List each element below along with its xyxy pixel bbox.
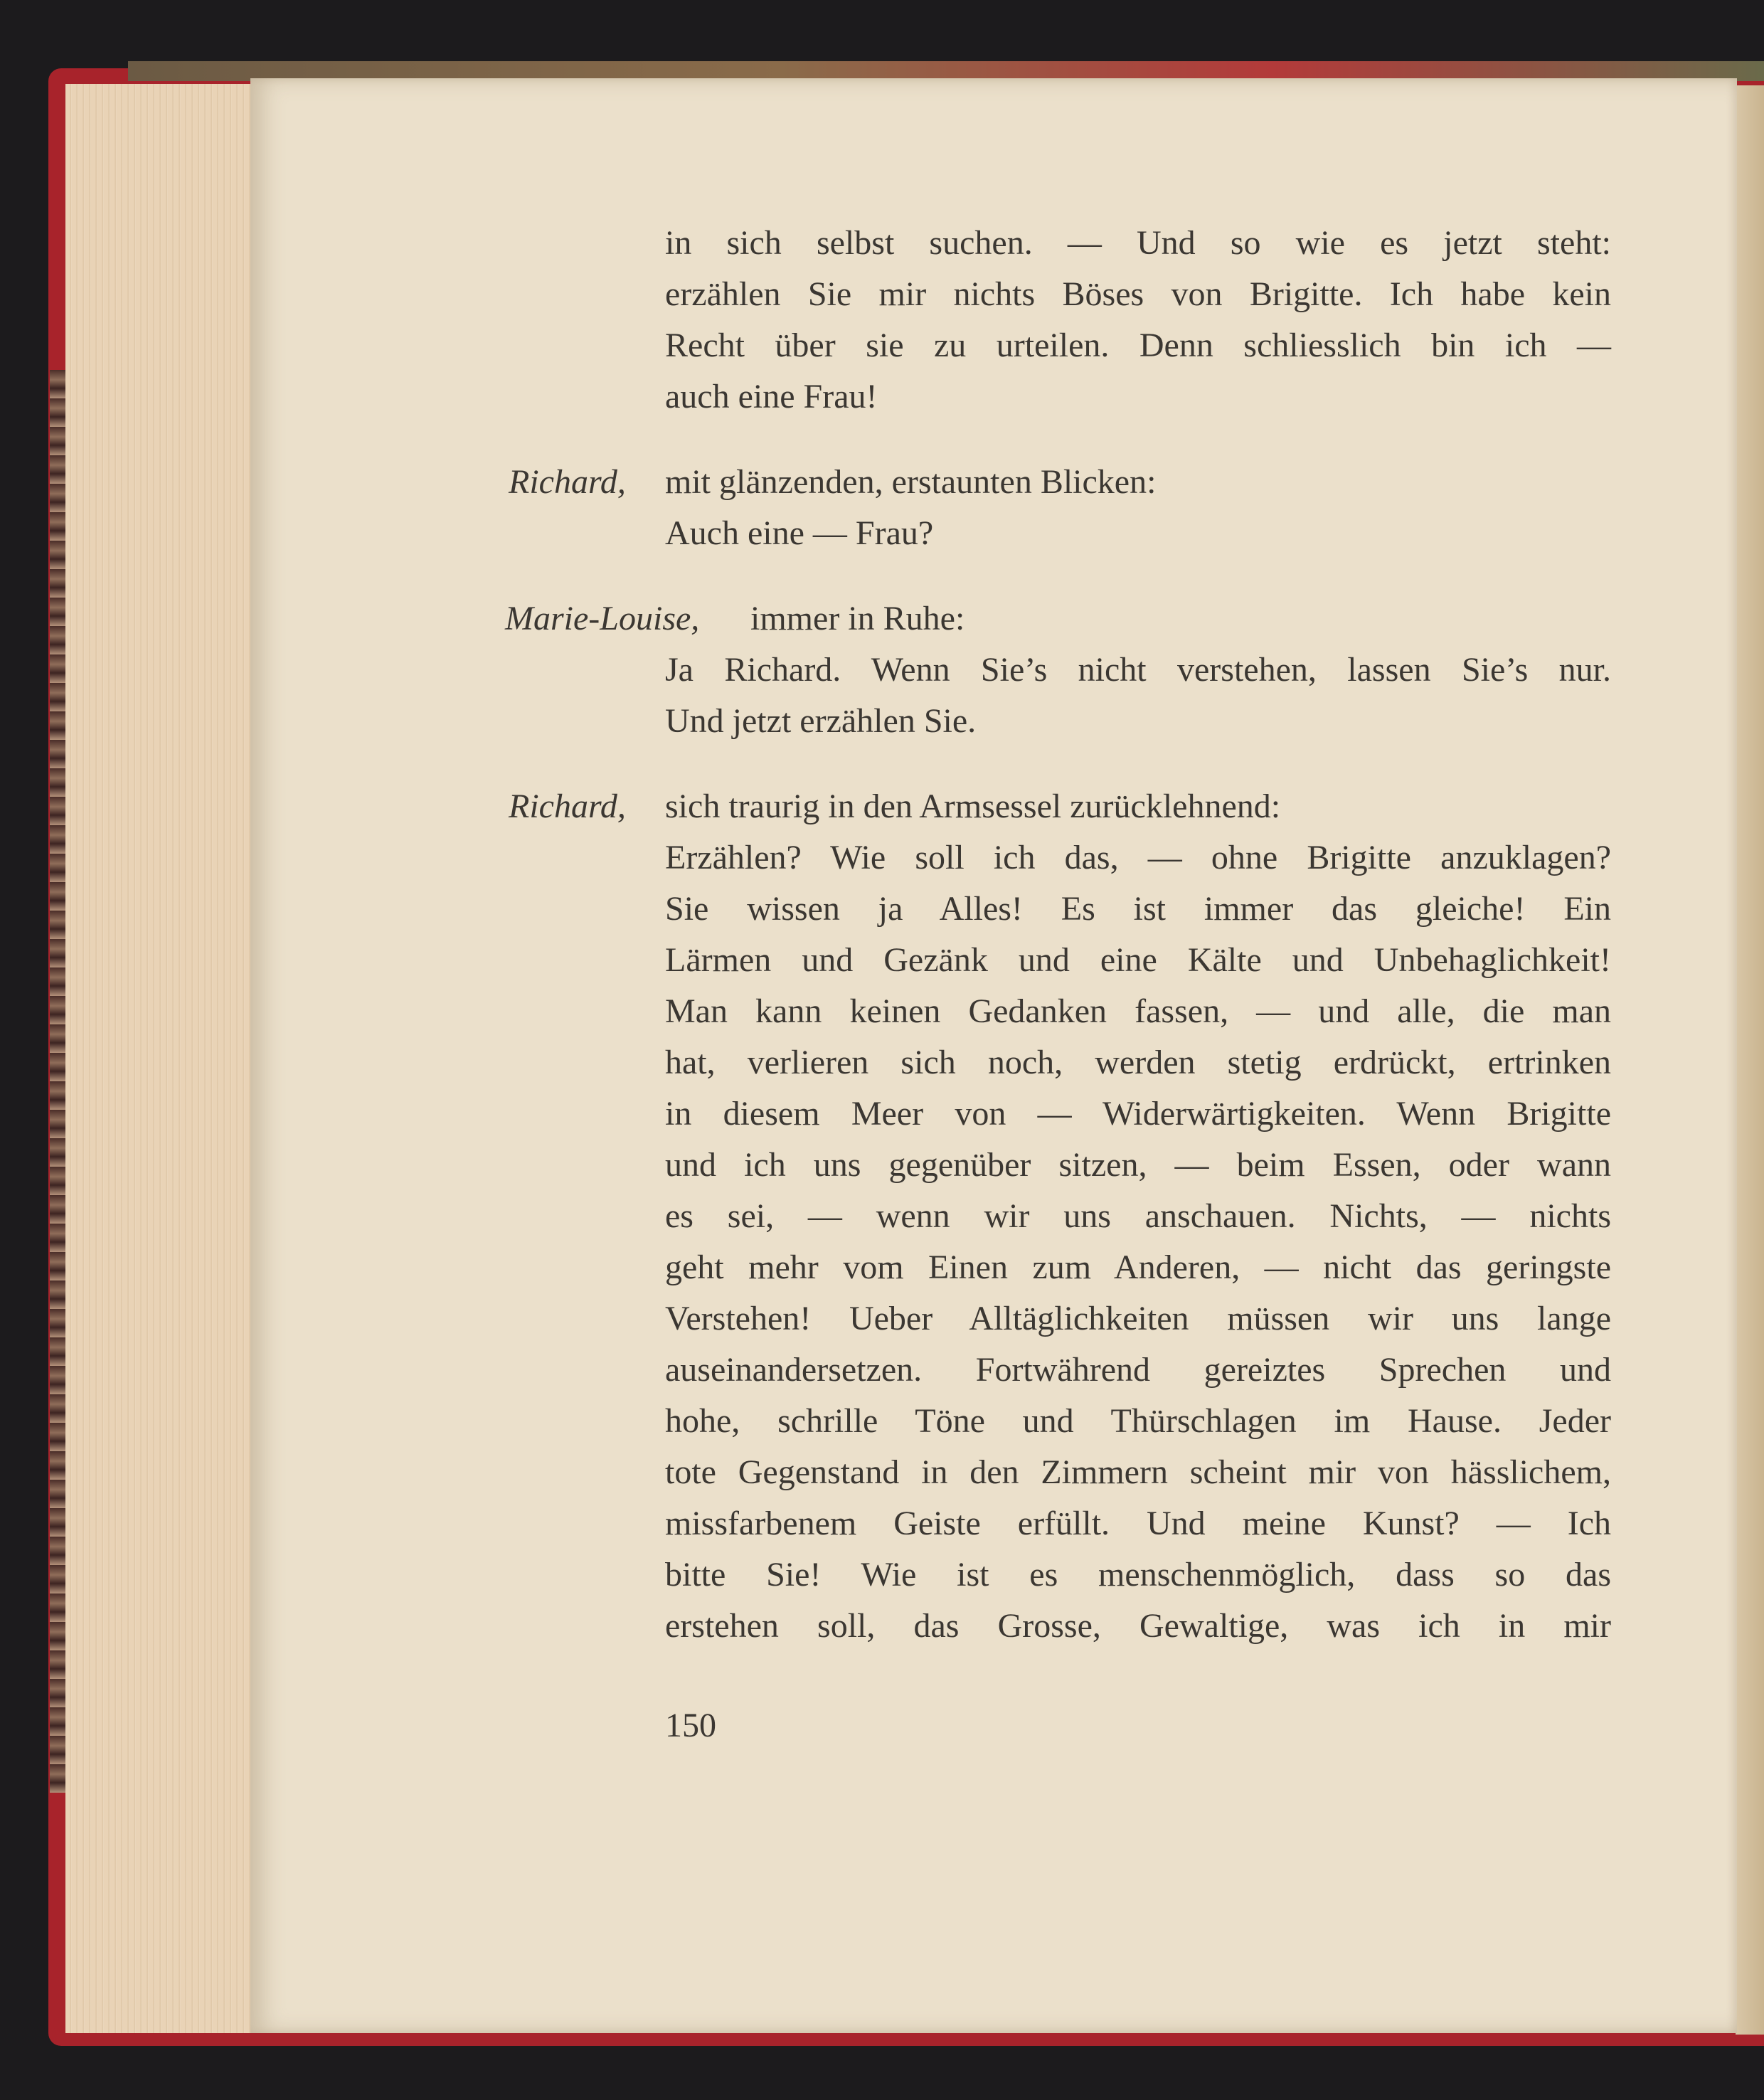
stage-direction: sich traurig in den Armsessel zurücklehnend: (665, 788, 1281, 825)
page-number: 150 (665, 1707, 716, 1744)
text-line: Auch eine — Frau? (665, 514, 934, 552)
text-line: auseinandersetzen. Fortwährend gereiztes Sprechen und (665, 1351, 1611, 1389)
text-line: hohe, schrille Töne und Thürschlagen im Hause. Jeder (665, 1402, 1611, 1440)
speech-richard-2 (509, 781, 1611, 1652)
text-line: Und jetzt erzählen Sie. (665, 702, 977, 740)
text-line: erzählen Sie mir nichts Böses von Brigitte. Ich habe kein (665, 275, 1611, 313)
text-line: Erzählen? Wie soll ich das, — ohne Brigitte anzuklagen? (665, 839, 1611, 876)
speech-richard-1 (509, 457, 1611, 559)
speaker-name: Richard, (509, 463, 626, 501)
text-line: in sich selbst suchen. — Und so wie es jetzt steht: (665, 224, 1611, 262)
text-line: erstehen soll, das Grosse, Gewaltige, was ich in mir (665, 1607, 1611, 1645)
text-line: geht mehr vom Einen zum Anderen, — nicht das geringste (665, 1248, 1611, 1286)
text-line: Verstehen! Ueber Alltäglichkeiten müssen wir uns lange (665, 1300, 1611, 1337)
text-line: Ja Richard. Wenn Sie’s nicht verstehen, lassen Sie’s nur. (665, 651, 1611, 689)
speaker-name: Marie-Louise, (505, 600, 700, 637)
page-text (505, 218, 1611, 1652)
text-line: missfarbenem Geiste erfüllt. Und meine Kunst? — Ich (665, 1505, 1611, 1542)
text-line: tote Gegenstand in den Zimmern scheint mir von hässlichem, (665, 1453, 1611, 1491)
text-line: auch eine Frau! (665, 378, 878, 415)
page-block-edge (65, 84, 266, 2033)
text-line: hat, verlieren sich noch, werden stetig erdrückt, ertrinken (665, 1044, 1611, 1081)
text-line: bitte Sie! Wie ist es menschenmöglich, dass so das (665, 1556, 1611, 1593)
text-line: Recht über sie zu urteilen. Denn schliesslich bin ich — (665, 327, 1611, 364)
text-line: Man kann keinen Gedanken fassen, — und alle, die man (665, 992, 1611, 1030)
text-line: Sie wissen ja Alles! Es ist immer das gleiche! Ein (665, 890, 1611, 928)
speech-heading (509, 457, 1611, 508)
speech-marie-louise (505, 593, 1611, 747)
text-line: und ich uns gegenüber sitzen, — beim Essen, oder wann (665, 1146, 1611, 1184)
text-line: in diesem Meer von — Widerwärtigkeiten. Wenn Brigitte (665, 1095, 1611, 1133)
speaker-name: Richard, (509, 788, 626, 825)
text-line: es sei, — wenn wir uns anschauen. Nichts, — nichts (665, 1197, 1611, 1235)
speech-heading (509, 781, 1611, 832)
right-page-edge (1736, 85, 1764, 2035)
text-line: Lärmen und Gezänk und eine Kälte und Unbehaglichkeit! (665, 941, 1611, 979)
stage-direction: mit glänzenden, erstaunten Blicken: (665, 463, 1157, 501)
stage-direction: immer in Ruhe: (750, 600, 965, 637)
speech-heading (505, 593, 1611, 645)
continuation-paragraph (665, 218, 1611, 423)
